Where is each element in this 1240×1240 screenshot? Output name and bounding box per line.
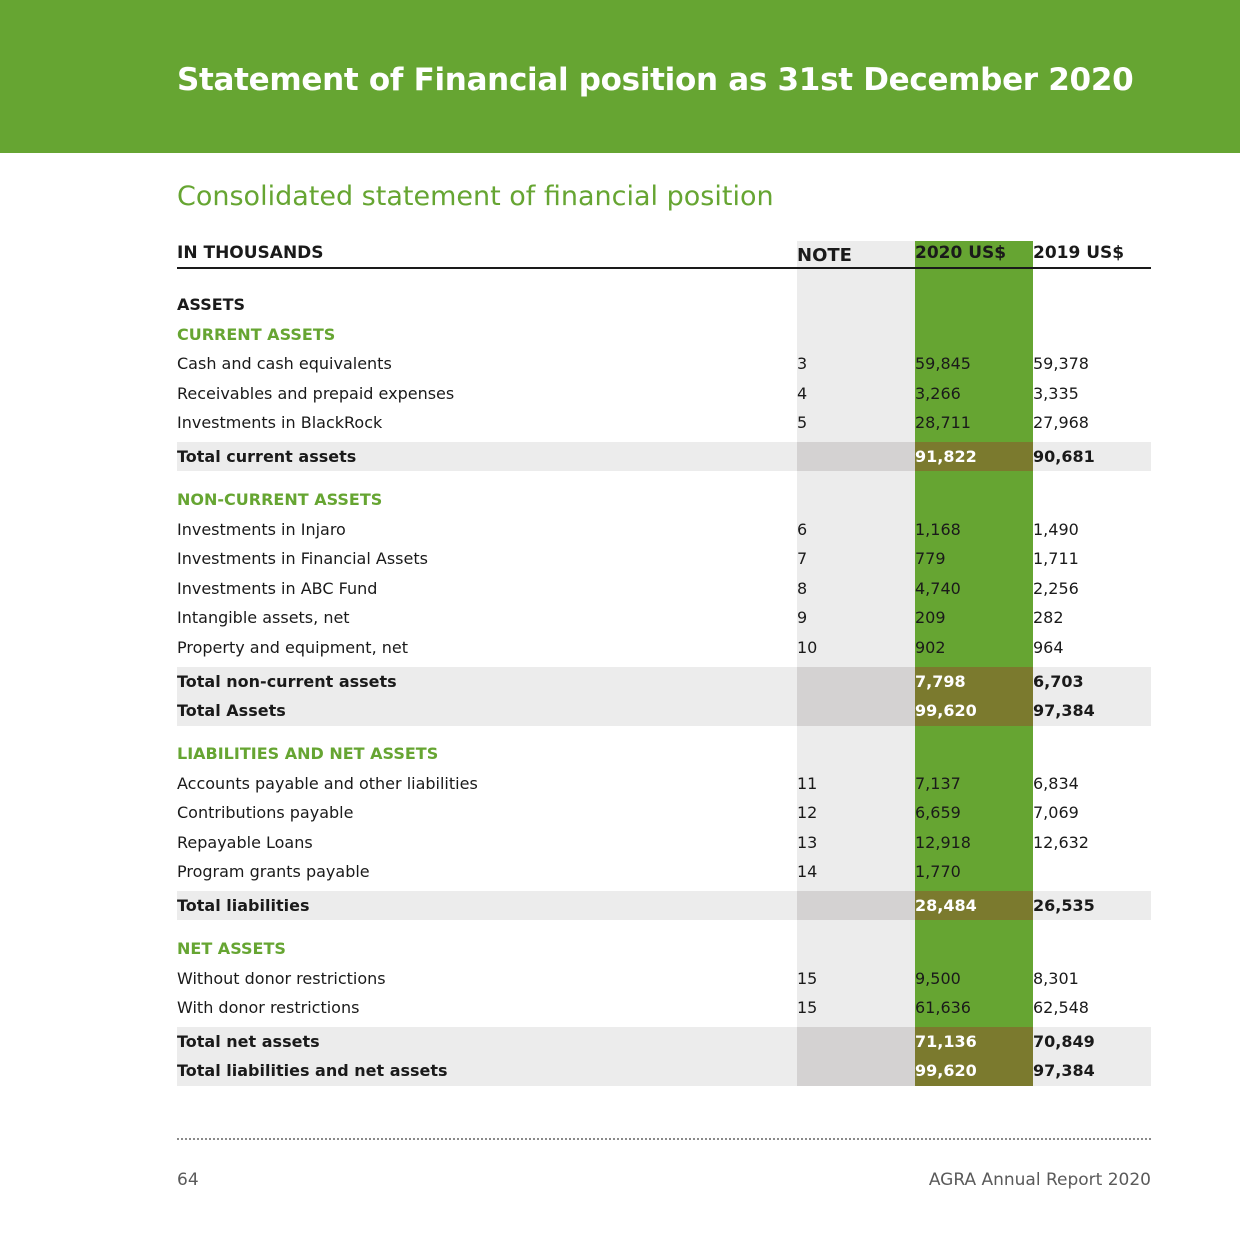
total-note-cell [797,667,915,696]
table-row [177,544,1151,573]
total-note-cell [797,696,915,726]
section-subtitle: Consolidated statement of financial position [177,181,774,212]
total-value-2019: 26,535 [1033,896,1095,915]
row-label: Property and equipment, net [177,638,408,657]
row-value-2020: 28,711 [915,413,971,432]
page-title: Statement of Financial position as 31st December 2020 [177,62,1134,98]
row-value-2020: 6,659 [915,803,961,822]
table-row [177,574,1151,603]
table-row [177,828,1151,857]
table-row [177,408,1151,437]
row-label: Repayable Loans [177,833,313,852]
row-note: 6 [797,520,808,539]
total-row [177,667,1151,696]
row-value-2019: 62,548 [1033,998,1089,1017]
row-note: 8 [797,579,808,598]
total-value-2020: 99,620 [915,1056,1033,1086]
heading-liabilities: LIABILITIES AND NET ASSETS [177,744,439,763]
total-value-2020: 7,798 [915,667,1033,696]
row-note: 5 [797,413,808,432]
row-value-2020: 902 [915,638,946,657]
total-row [177,696,1151,726]
row-value-2019: 7,069 [1033,803,1079,822]
total-value-2019: 97,384 [1033,701,1095,720]
row-value-2020: 12,918 [915,833,971,852]
row-label: Accounts payable and other liabilities [177,774,478,793]
row-value-2020: 4,740 [915,579,961,598]
row-value-2019: 1,711 [1033,549,1079,568]
total-label: Total non-current assets [177,672,397,691]
row-note: 10 [797,638,818,657]
row-value-2019: 964 [1033,638,1064,657]
row-value-2019: 282 [1033,608,1064,627]
total-note-cell [797,1056,915,1086]
row-note: 12 [797,803,818,822]
header-2020: 2020 US$ [915,243,1007,263]
row-value-2019: 8,301 [1033,969,1079,988]
total-value-2019: 70,849 [1033,1032,1095,1051]
row-value-2019: 27,968 [1033,413,1089,432]
row-value-2019: 59,378 [1033,354,1089,373]
row-value-2019: 6,834 [1033,774,1079,793]
table-row [177,603,1151,632]
report-name: AGRA Annual Report 2020 [928,1170,1151,1190]
total-row [177,891,1151,920]
row-value-2019: 3,335 [1033,384,1079,403]
row-note: 14 [797,862,818,881]
row-value-2020: 9,500 [915,969,961,988]
row-label: Investments in ABC Fund [177,579,378,598]
table-row [177,633,1151,662]
row-label: Program grants payable [177,862,370,881]
total-row [177,1056,1151,1086]
total-row [177,1027,1151,1056]
row-value-2019: 1,490 [1033,520,1079,539]
row-label: Intangible assets, net [177,608,350,627]
row-label: Investments in Injaro [177,520,346,539]
header-banner [0,0,1240,153]
heading-non-current-assets: NON-CURRENT ASSETS [177,490,383,509]
row-label: Investments in Financial Assets [177,549,428,568]
total-value-2019: 90,681 [1033,447,1095,466]
header-rule [177,267,1151,269]
table-row [177,857,1151,886]
row-value-2020: 1,770 [915,862,961,881]
header-2019: 2019 US$ [1033,243,1125,263]
row-note: 4 [797,384,808,403]
total-note-cell [797,891,915,920]
row-label: With donor restrictions [177,998,360,1017]
row-note: 7 [797,549,808,568]
row-value-2020: 61,636 [915,998,971,1017]
row-label: Contributions payable [177,803,354,822]
heading-assets: ASSETS [177,295,246,314]
total-row [177,442,1151,471]
row-note: 3 [797,354,808,373]
financial-position-table [177,241,1151,1087]
row-value-2019 [1033,857,1151,886]
row-note: 9 [797,608,808,627]
row-label: Without donor restrictions [177,969,386,988]
table-row [177,349,1151,378]
row-label: Cash and cash equivalents [177,354,392,373]
total-label: Total current assets [177,447,357,466]
row-note: 11 [797,774,818,793]
row-value-2020: 1,168 [915,520,961,539]
table-row [177,379,1151,408]
row-value-2020: 3,266 [915,384,961,403]
table-row [177,993,1151,1022]
row-value-2019: 2,256 [1033,579,1079,598]
row-value-2019: 12,632 [1033,833,1089,852]
footer-divider [177,1138,1151,1140]
row-label: Receivables and prepaid expenses [177,384,455,403]
table-row [177,798,1151,827]
table-row [177,964,1151,993]
total-value-2019: 97,384 [1033,1061,1095,1080]
row-note: 13 [797,833,818,852]
heading-net-assets: NET ASSETS [177,939,286,958]
total-label: Total liabilities and net assets [177,1061,448,1080]
row-note: 15 [797,998,818,1017]
page-number: 64 [177,1170,199,1190]
table-row [177,769,1151,798]
total-note-cell [797,442,915,471]
row-value-2020: 7,137 [915,774,961,793]
total-value-2020: 91,822 [915,442,1033,471]
total-label: Total Assets [177,701,286,720]
header-note: NOTE [797,245,852,266]
table-row [177,515,1151,544]
row-value-2020: 59,845 [915,354,971,373]
row-value-2020: 779 [915,549,946,568]
total-value-2020: 71,136 [915,1027,1033,1056]
total-label: Total liabilities [177,896,310,915]
total-value-2020: 99,620 [915,696,1033,726]
total-value-2019: 6,703 [1033,672,1084,691]
total-value-2020: 28,484 [915,891,1033,920]
total-note-cell [797,1027,915,1056]
heading-current-assets: CURRENT ASSETS [177,325,336,344]
total-label: Total net assets [177,1032,320,1051]
row-value-2020: 209 [915,608,946,627]
row-note: 15 [797,969,818,988]
row-label: Investments in BlackRock [177,413,383,432]
header-in-thousands: IN THOUSANDS [177,243,324,263]
